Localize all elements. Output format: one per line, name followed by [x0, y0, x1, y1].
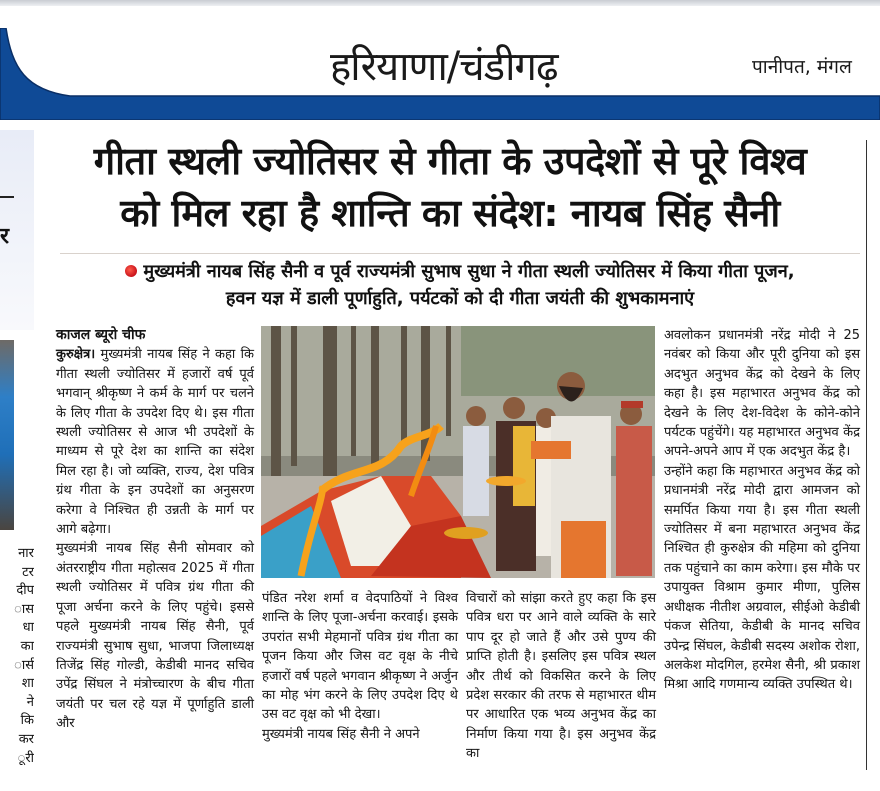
adjacent-line: दीप: [16, 583, 34, 599]
adjacent-photo-fragment: [0, 340, 14, 530]
location-dateline: कुरुक्षेत्र।: [56, 347, 96, 363]
adjacent-line: ूरी: [17, 750, 34, 766]
paragraph: मुख्यमंत्री नायब सिंह सैनी सोमवार को अंतरराष्ट्रीय गीता महोत्सव 2025 में गीता स्थली ज्योतिसर में पवित्र ग्रंथ गीता की पूजा अर्चना करने के लिए पहुंचे। इससे पहले मुख्यमंत्री नायब सिंह सैनी, पूर्व राज्यमंत्री सुभाष सुधा, भाजपा जिलाध्यक्ष तिजेंद्र सिंह गोल्डी, केडीबी मानद सचिव उपेंद्र सिंघल ने मंत्रोच्चारण के बीच गीता जयंती पर चल रहे यज्ञ में पूर्णाहुति डाली और: [56, 541, 254, 732]
article-column-4: [664, 326, 860, 695]
article-column-3: [466, 589, 656, 764]
paragraph: [56, 345, 254, 539]
adjacent-line: ास: [14, 601, 34, 617]
article-photo: [261, 326, 655, 578]
subhead-line-2: हवन यज्ञ में डाली पूर्णाहुति, पर्यटकों को दी गीता जयंती की शुभकामनाएं: [225, 288, 695, 309]
headline-line-1: गीता स्थली ज्योतिसर से गीता के उपदेशों से पूरे विश्व: [93, 139, 807, 183]
paragraph: पंडित नरेश शर्मा व वेदपाठियों ने विश्व शान्ति के लिए पूजा-अर्चना करवाई। इसके उपरांत सभी मेहमानों पवित्र ग्रंथ गीता का पूजन किया और जिस वट वृक्ष के नीचे हजारों वर्ष पहले भगवान श्रीकृष्ण ने अर्जुन का मोह भंग करने के लिए उपदेश दिए थे उस वट वृक्ष को भी देखा।: [262, 591, 458, 723]
headline-line-2: को मिल रहा है शान्ति का संदेश: नायब सिंह सैनी: [120, 191, 780, 235]
article-column-1: [56, 326, 254, 734]
adjacent-line: धा: [22, 620, 34, 636]
paragraph-text: मुख्यमंत्री नायब सिंह ने कहा कि गीता स्थली ज्योतिसर में हजारों वर्ष पूर्व भगवान् श्रीकृष्ण ने कर्म के मार्ग पर चलने के लिए गीता के उपदेश दिए थे। इस गीता स्थली ज्योतिसर से आज भी उपदेशों के माध्यम से पूरे देश का शान्ति का संदेश मिल रहा है। जो व्यक्ति, राज्य, देश पवित्र ग्रंथ गीता के इन उपदेशों का अनुसरण करेगा वे निश्चित ही उन्नती के मार्ग पर आगे बढ़ेगा।: [56, 347, 254, 538]
adjacent-line: कर: [18, 731, 34, 747]
red-bullet-icon: [125, 265, 137, 277]
byline: काजल ब्यूरो चीफ: [56, 327, 146, 343]
article-column-2: [262, 589, 458, 744]
adjacent-line: टर: [22, 564, 34, 580]
paragraph: विचारों को सांझा करते हुए कहा कि इस पवित्र धरा पर आने वाले व्यक्ति के सारे पाप दूर हो जाते हैं और उसे पुण्य की प्राप्ति होती है। इसलिए इस पवित्र स्थल और तीर्थ को विकसित करने के लिए प्रदेश सरकार की तरफ से महाभारत थीम पर आधारित एक भव्य अनुभव केंद्र का निर्माण किया गया है। इस अनुभव केंद्र का: [466, 591, 656, 762]
adjacent-rule: [0, 196, 14, 198]
puja-photo-illustration: [261, 326, 655, 578]
paragraph: उन्होंने कहा कि महाभारत अनुभव केंद्र को प्रधानमंत्री नरेंद्र मोदी द्वारा आमजन को समर्पित किया गया है। इस गीता स्थली ज्योतिसर में बना महाभारत अनुभव केंद्र निश्चित ही कुरुक्षेत्र की महिमा को दुनिया तक पहुंचाने का काम करेगा। इस मौके पर उपायुक्त विश्राम कुमार मीणा, पुलिस अधीक्षक नीतीश अग्रवाल, सीईओ केडीबी पंकज सेतिया, केडीबी के मानद सचिव उपेन्द्र सिंघल, केडीबी सदस्य अशोक रोशा, अलकेश मोदगिल, हरमेश सैनी, श्री प्रकाश मिश्रा आदि गणमान्य व्यक्ति उपस्थित थे।: [664, 463, 860, 693]
adjacent-line: शा: [21, 676, 34, 692]
adjacent-article-strip: [0, 130, 34, 791]
adjacent-text-fragment: [0, 545, 34, 768]
paragraph: अवलोकन प्रधानमंत्री नरेंद्र मोदी ने 25 नवंबर को किया और पूरी दुनिया को इस अदभुत अनुभव केंद्र को देखने के लिए कहा है। इस महाभारत अनुभव केंद्र को देखने के लिए देश-विदेश के कोने-कोने पर्यटक पहुंचेंगे। यह महाभारत अनुभव केंद्र अपने-अपने आप में एक अदभुत केंद्र है।: [664, 328, 860, 460]
adjacent-line: ार्स: [14, 657, 34, 673]
subhead-line-1: मुख्यमंत्री नायब सिंह सैनी व पूर्व राज्यमंत्री सुभाष सुधा ने गीता स्थली ज्योतिसर में किया गीता पूजन,: [143, 261, 795, 282]
right-column-rule: [866, 140, 867, 770]
section-title: हरियाणा/चंडीगढ़: [330, 44, 558, 90]
headline-divider: [60, 253, 860, 254]
adjacent-line: का: [20, 638, 34, 654]
adjacent-line: कि: [20, 713, 34, 729]
article-headline: [40, 135, 860, 239]
adjacent-header-fragment: र: [0, 224, 9, 249]
edition-dateline: पानीपत, मंगल: [752, 56, 852, 78]
page-masthead: [0, 0, 880, 120]
top-rule: [0, 0, 880, 6]
article-subheadline: [60, 258, 860, 312]
adjacent-line: नार: [18, 546, 34, 561]
paragraph: मुख्यमंत्री नायब सिंह सैनी ने अपने: [262, 726, 420, 742]
adjacent-line: ने: [26, 694, 34, 710]
